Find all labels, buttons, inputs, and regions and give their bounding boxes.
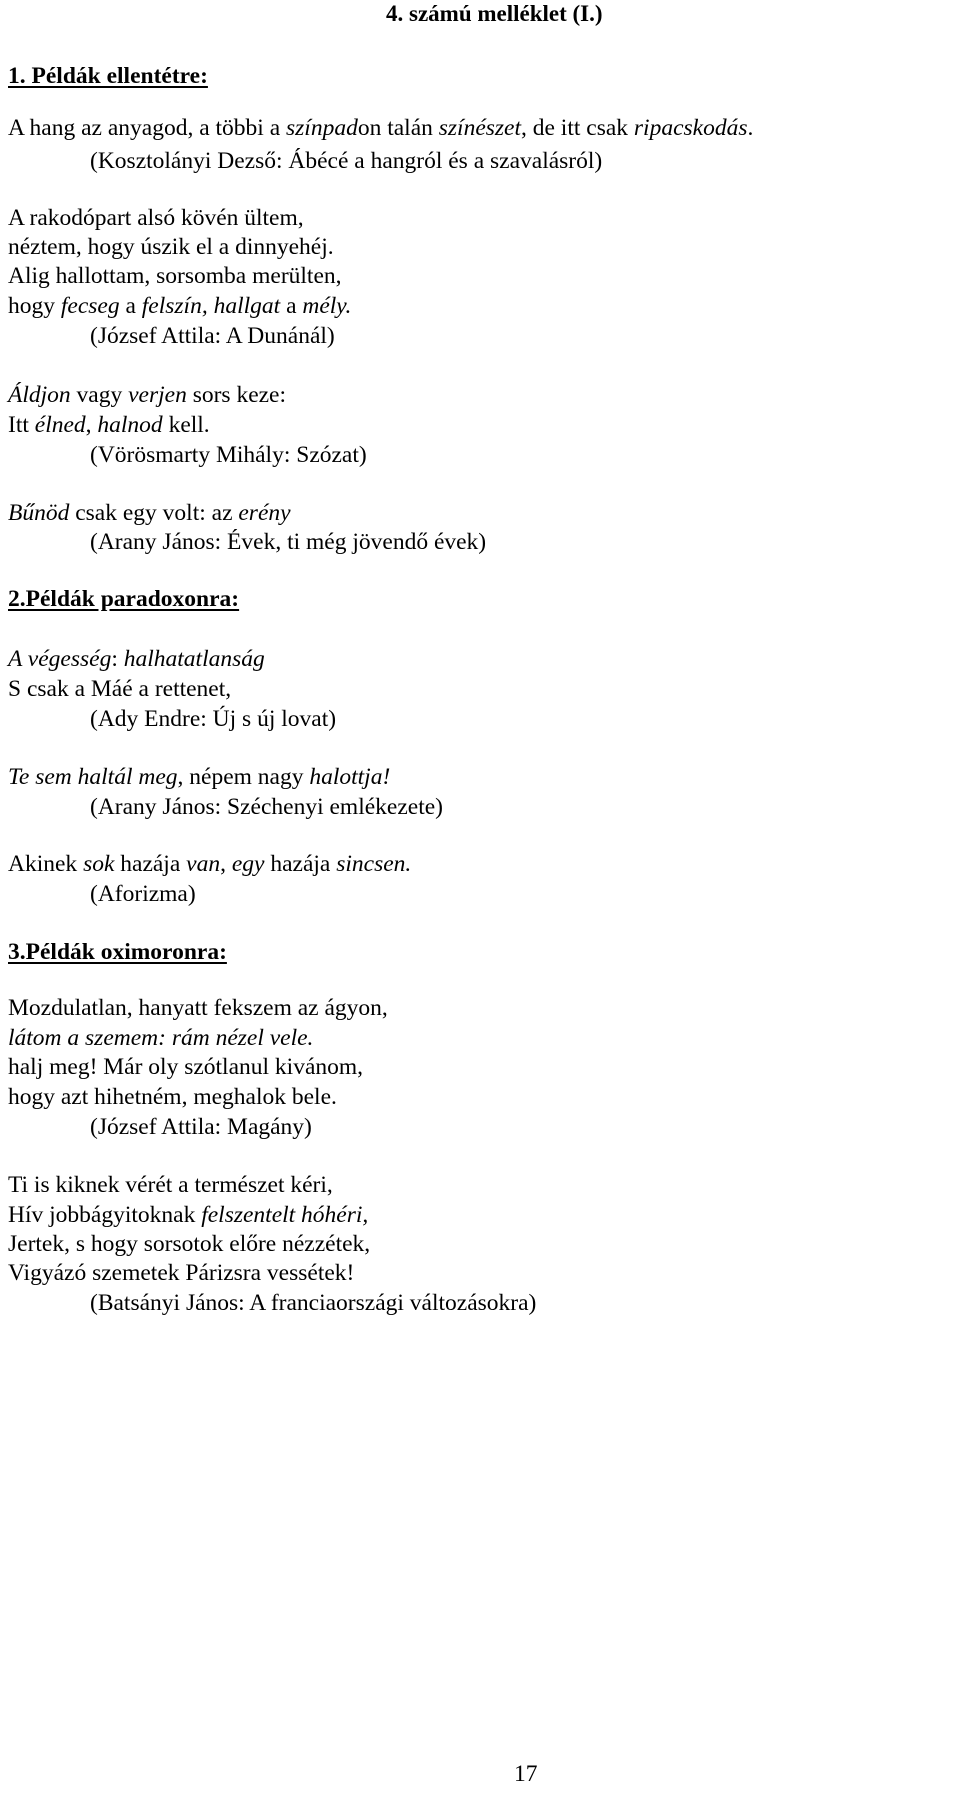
text-segment: sors keze: — [186, 382, 287, 408]
emphasized-text: fecseg — [60, 293, 120, 319]
quote-line — [8, 1053, 363, 1081]
text-segment: A hang az anyagod, a többi a — [8, 115, 286, 141]
emphasized-text: színpad — [286, 115, 358, 141]
text-segment: kell. — [162, 412, 210, 438]
citation-line — [90, 705, 336, 733]
quote-line — [8, 499, 291, 527]
text-segment: (József Attila: A Dunánál) — [90, 323, 335, 349]
text-segment: a — [280, 293, 303, 319]
text-segment: Akinek — [8, 851, 84, 877]
citation-line — [90, 880, 196, 908]
text-segment: , népem nagy — [177, 764, 310, 790]
quote-line — [8, 411, 210, 439]
citation-line — [90, 1289, 536, 1317]
quote-line — [8, 850, 411, 878]
quote-line — [8, 292, 351, 320]
text-segment: a — [119, 293, 142, 319]
text-segment: (Batsányi János: A franciaországi változásokra) — [90, 1290, 537, 1316]
text-segment: (Arany János: Évek, ti még jövendő évek) — [90, 529, 487, 555]
text-segment: néztem, hogy úszik el a dinnyehéj. — [8, 234, 334, 260]
quote-line — [8, 1083, 337, 1111]
emphasized-text: ripacskodás — [633, 115, 748, 141]
text-segment: (József Attila: Magány) — [90, 1114, 312, 1140]
emphasized-text: felszín, hallgat — [141, 293, 281, 319]
text-segment: (Aforizma) — [90, 881, 196, 907]
quote-line — [8, 1259, 354, 1287]
quote-line — [8, 204, 304, 232]
emphasized-text: halnod — [97, 412, 163, 438]
text-segment: , — [85, 412, 98, 438]
quote-line — [8, 114, 753, 142]
section-heading: 3.Példák oximoronra: — [8, 939, 227, 965]
text-segment: , — [220, 851, 232, 877]
text-segment: hogy — [8, 293, 61, 319]
text-segment: (Kosztolányi Dezső: Ábécé a hangról és a szavalásról) — [90, 148, 603, 174]
text-segment: (Vörösmarty Mihály: Szózat) — [90, 442, 367, 468]
emphasized-text: élned — [34, 412, 86, 438]
quote-line — [8, 1024, 313, 1052]
citation-line — [90, 793, 443, 821]
quote-line — [8, 381, 286, 409]
citation-line — [90, 441, 367, 469]
quote-line — [8, 233, 334, 261]
text-segment: Hív jobbágyitoknak — [8, 1202, 202, 1228]
emphasized-text: A végesség — [8, 646, 112, 672]
emphasized-text: halhatatlanság — [123, 646, 265, 672]
citation-line — [90, 322, 335, 350]
emphasized-text: verjen — [128, 382, 187, 408]
quote-line — [8, 1171, 333, 1199]
citation-line — [90, 528, 486, 556]
text-segment: S csak a Máé a rettenet, — [8, 676, 232, 702]
emphasized-text: felszentelt hóhéri, — [201, 1202, 369, 1228]
text-segment: hogy azt hihetném, meghalok bele. — [8, 1084, 337, 1110]
text-segment: on talán — [357, 115, 439, 141]
text-segment: hazája — [264, 851, 337, 877]
emphasized-text: Áldjon — [8, 382, 71, 408]
emphasized-text: sok — [83, 851, 115, 877]
emphasized-text: halottja! — [309, 764, 391, 790]
citation-line — [90, 147, 602, 175]
text-segment: Jertek, s hogy sorsotok előre nézzétek, — [8, 1231, 371, 1257]
citation-line — [90, 1113, 312, 1141]
emphasized-text: látom a szemem: rám nézel vele. — [8, 1025, 314, 1051]
text-segment: Mozdulatlan, hanyatt fekszem az ágyon, — [8, 995, 388, 1021]
text-segment: Vigyázó szemetek Párizsra vessétek! — [8, 1260, 355, 1286]
quote-line — [8, 763, 390, 791]
text-segment: Itt — [8, 412, 35, 438]
text-segment: Alig hallottam, sorsomba merülten, — [8, 263, 342, 289]
page-number: 17 — [514, 1761, 538, 1787]
text-segment: : — [111, 646, 124, 672]
emphasized-text: Te sem haltál meg — [8, 764, 178, 790]
text-segment: (Arany János: Széchenyi emlékezete) — [90, 794, 443, 820]
text-segment: Ti is kiknek vérét a természet kéri, — [8, 1172, 333, 1198]
text-segment: . — [747, 115, 754, 141]
text-segment: (Ady Endre: Új s új lovat) — [90, 706, 337, 732]
emphasized-text: erény — [238, 500, 291, 526]
quote-line — [8, 262, 342, 290]
section-heading: 1. Példák ellentétre: — [8, 63, 208, 89]
quote-line — [8, 645, 265, 673]
text-segment: vagy — [70, 382, 129, 408]
text-segment: hazája — [114, 851, 187, 877]
emphasized-text: van — [186, 851, 221, 877]
text-segment: A rakodópart alsó kövén ültem, — [8, 205, 304, 231]
text-segment: csak egy volt: az — [69, 500, 239, 526]
annex-label: 4. számú melléklet (I.) — [386, 1, 603, 26]
quote-line — [8, 675, 231, 703]
emphasized-text: színészet — [438, 115, 521, 141]
emphasized-text: egy — [231, 851, 265, 877]
emphasized-text: mély. — [302, 293, 352, 319]
emphasized-text: sincsen. — [336, 851, 412, 877]
quote-line — [8, 1201, 368, 1229]
quote-line — [8, 994, 388, 1022]
quote-line — [8, 1230, 370, 1258]
emphasized-text: Bűnöd — [8, 500, 70, 526]
text-segment: halj meg! Már oly szótlanul kivánom, — [8, 1054, 364, 1080]
text-segment: , de itt csak — [521, 115, 634, 141]
section-heading: 2.Példák paradoxonra: — [8, 586, 240, 612]
